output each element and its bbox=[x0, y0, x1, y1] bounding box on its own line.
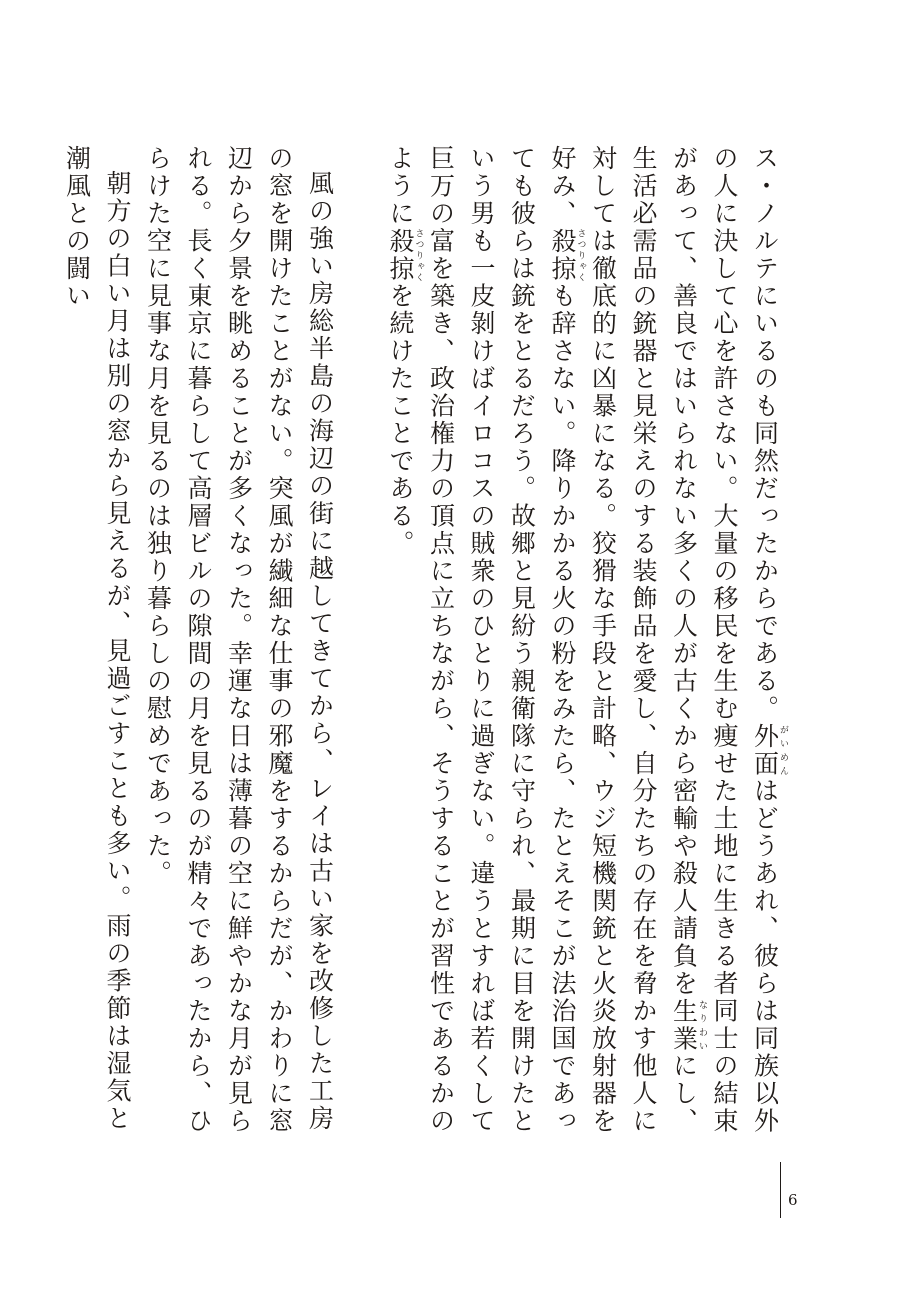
ruby-annotation: 外面がいめん bbox=[750, 722, 788, 778]
paragraph-2: 風の強い房総半島の海辺の街に越してきてから、レイは古い家を改修した工房の窓を開けたことがない。突風が繊細な仕事の邪魔をするからだが、かわりに窓辺から夕景を眺めることが多くなった。幸運な日は薄暮の空に鮮やかな月が見られる。長く東京に暮らして高層ビルの隙間の月を見るのが精々であったから、ひらけた空に見事な月を見るのは独り暮らしの慰めであった。 bbox=[143, 145, 335, 1135]
ruby-annotation: 殺掠さつりゃく bbox=[548, 227, 586, 283]
paragraph-1: ス・ノルテにいるのも同然だったからである。外面がいめんはどうあれ、彼らは同族以外の人に決して心を許さない。大量の移民を生む痩せた土地に生きる者同士の結束があって、善良ではいられない多くの人が古くから密輸や殺人請負を生業なりわいにし、生活必需品の銃器と見栄えのする装飾品を愛し、自分たちの存在を脅かす他人に対しては徹底的に凶暴になる。狡猾な手段と計略、ウジ短機関銃と火炎放射器を好み、殺掠さつりゃくも辞さない。降りかかる火の粉をみたら、たとえそこが法治国であっても彼らは銃をとるだろう。故郷と見紛う親衛隊に守られ、最期に目を開けたという男も一皮剝けばイロコスの賊衆のひとりに過ぎない。違うとすれば若くして巨万の富を築き、政治権力の頂点に立ちながら、そうすることが習性であるかのように殺掠さつりゃくを続けたことである。 bbox=[386, 145, 788, 1135]
ruby-annotation: 生業なりわい bbox=[669, 997, 707, 1053]
ruby-annotation: 殺掠さつりゃく bbox=[386, 227, 424, 283]
paragraph-gap bbox=[340, 145, 380, 155]
page-folio bbox=[780, 1162, 820, 1218]
vertical-text-body bbox=[56, 145, 788, 1155]
folio-rule bbox=[780, 1162, 781, 1218]
paragraph-3: 朝方の白い月は別の窓から見えるが、見過ごすことも多い。雨の季節は湿気と潮風との闘い bbox=[62, 145, 132, 1133]
page-number: 6 bbox=[788, 1191, 798, 1209]
